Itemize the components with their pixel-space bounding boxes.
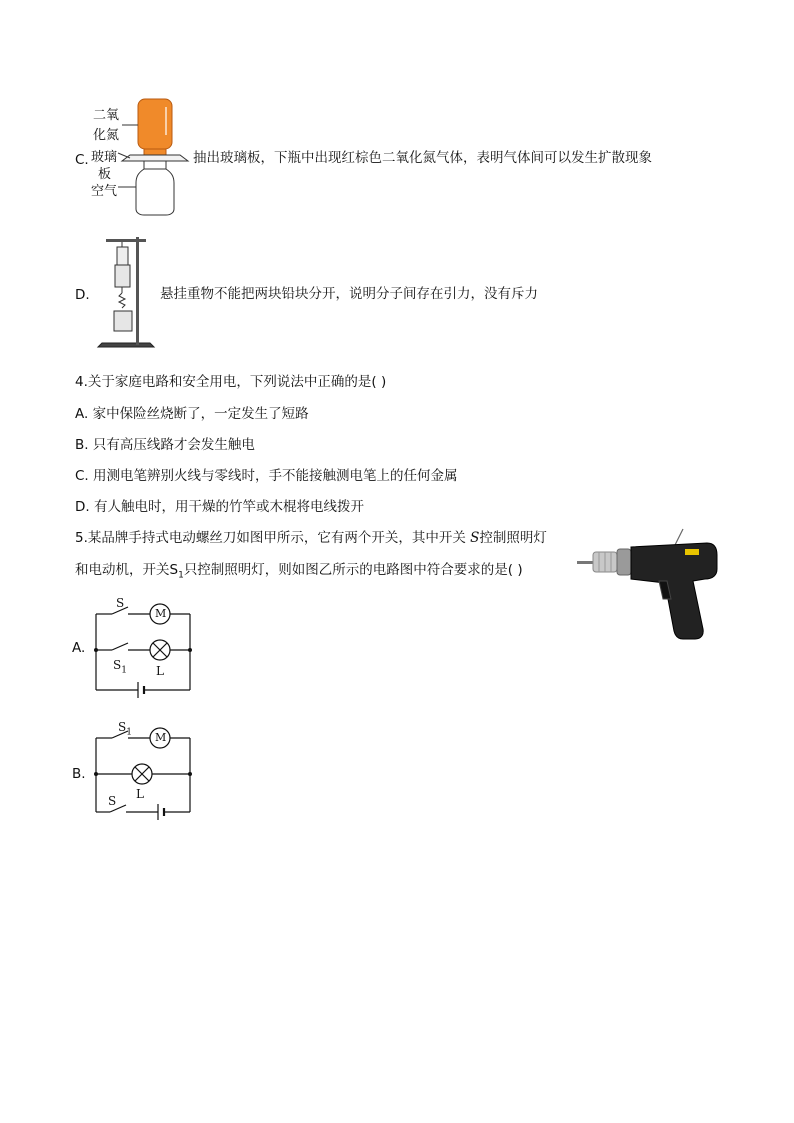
label-s-b: S	[108, 794, 117, 808]
q4-option-c: C. 用测电笔辨别火线与零线时，手不能接触测电笔上的任何金属	[75, 468, 458, 484]
label-air: 空气	[91, 184, 118, 199]
label-l-a: L	[156, 664, 164, 678]
q5-line1: 5.某品牌手持式电动螺丝刀如图甲所示，它有两个开关，其中开关 S控制照明灯	[75, 530, 547, 546]
option-d-letter: D.	[75, 287, 90, 303]
switch-s-symbol: S	[470, 530, 480, 546]
q5-option-a-letter: A.	[72, 640, 86, 656]
label-s1-b: $S_1$	[118, 720, 132, 738]
label-s1-a: $S_1$	[113, 658, 127, 676]
q4-option-d: D. 有人触电时，用干燥的竹竿或木棍将电线拨开	[75, 499, 364, 515]
option-d-text: 悬挂重物不能把两块铅块分开，说明分子间存在引力，没有斥力	[160, 286, 538, 302]
glass-plate	[122, 155, 188, 161]
electric-screwdriver-image	[575, 525, 725, 645]
label-m-b: M	[155, 731, 167, 744]
label-m-a: M	[155, 607, 167, 620]
circuit-a-diagram	[86, 592, 201, 700]
q5-option-b-letter: B.	[72, 766, 86, 782]
label-no2-1: 二氧	[93, 108, 120, 123]
label-no2-2: 化氮	[93, 128, 120, 143]
q5-line2: 和电动机，开关$S_1$只控制照明灯，则如图乙所示的电路图中符合要求的是( )	[75, 562, 523, 581]
label-l-b: L	[136, 787, 144, 801]
drill-body	[631, 543, 717, 639]
option-c-letter: C.	[75, 152, 89, 168]
q4-option-b: B. 只有高压线路才会发生触电	[75, 437, 255, 453]
circuit-b-diagram	[86, 722, 201, 820]
lead-blocks-figure	[92, 233, 162, 355]
air-bottle	[136, 169, 174, 215]
q4-stem: 4.关于家庭电路和安全用电，下列说法中正确的是( )	[75, 374, 387, 390]
label-s-a: S	[116, 596, 125, 610]
label-glass-1: 玻璃	[91, 150, 118, 165]
option-c-text: 抽出玻璃板，下瓶中出现红棕色二氧化氮气体，表明气体间可以发生扩散现象	[193, 150, 652, 166]
label-glass-2: 板	[98, 167, 112, 182]
q4-option-a: A. 家中保险丝烧断了，一定发生了短路	[75, 406, 309, 422]
